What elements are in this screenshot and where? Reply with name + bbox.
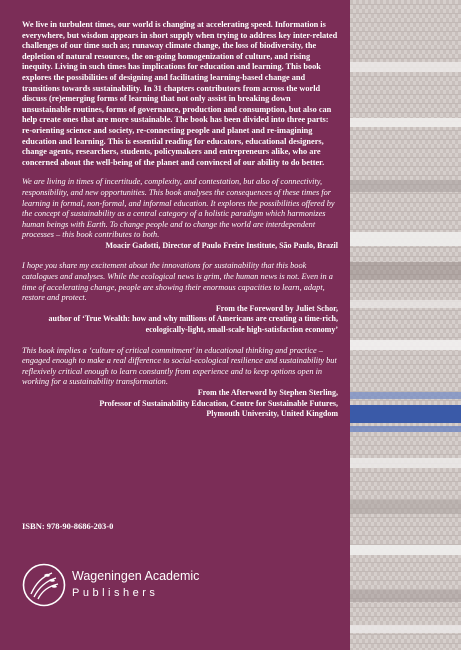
attribution-line: author of ‘True Wealth: how and why millions of Americans are creating a time-rich, ecologically-light, small-scale high-satisfaction economy’ [48,314,338,335]
quote-gadotti: We are living in times of incertitude, complexity, and contestation, but also of connectivity, responsibility, and new opportunities. This book analyses the consequences of these times for learning in formal, non-formal, and informal education. It explores the possibilities offered by the concept of sustainability as a central category of a holistic paradigm which harmonizes human beings with Earth. To change people and to change the world are interdependent processes – this book contributes to both. [22,177,335,240]
isbn: ISBN: 978-90-8686-203-0 [22,521,114,531]
woven-fabric-image [350,0,461,650]
attribution-gadotti [22,241,338,252]
book-blurb: We live in turbulent times, our world is changing at accelerating speed. Information is everywhere, but wisdom appears in short supply when trying to address key inter-related challenges of our time such as; runaway climate change, the loss of biodiversity, the depletion of natural resources, the on-going homogenization of culture, and rising inequity. Living in such times has implications for education and learning. This book explores the possibilities of designing and facilitating learning-based change and transitions towards sustainability. In 31 chapters contributors from across the world discuss (re)emerging forms of learning that not only assist in breaking down unsustainable routines, forms of governance, production and consumption, but also can help create ones that are more sustainable. The book has been divided into three parts: re-orienting science and society, re-connecting people and planet and re-imagining education and learning. This is essential reading for educators, educational designers, change agents, researchers, students, policymakers and entrepreneurs alike, who are concerned about the well-being of the planet and convinced of our ability to do better. [22,20,338,167]
attribution-schor [22,304,338,336]
attribution-line: Plymouth University, United Kingdom [206,409,338,419]
quote-sterling: This book implies a ‘culture of critical commitment’ in educational thinking and practice – engaged enough to make a real difference to social-ecological resilience and sustainability but reflexively critical enough to learn constantly from experience and to keep options open in working for a sustainability transformation. [22,345,337,387]
attribution-sterling [22,388,338,420]
attribution-line: Moacir Gadotti, Director of Paulo Freire Institute, São Paulo, Brazil [105,240,338,250]
wageningen-logo-icon [22,563,66,607]
attribution-line: From the Foreword by Juliet Schor, [215,303,338,313]
attribution-line: Professor of Sustainability Education, Centre for Sustainable Futures, [99,398,338,408]
publisher-name: Wageningen Academic [72,569,200,583]
publisher-sub: Publishers [72,587,159,599]
attribution-line: From the Afterword by Stephen Sterling, [197,388,338,397]
publisher-logo [22,563,272,607]
cover-text [22,20,338,430]
quote-schor: I hope you share my excitement about the innovations for sustainability that this book catalogues and analyses. While the ecological news is grim, the human news is not. Even in a time of accelerating change, people are showing their enormous capacities to learn, adapt, restore and protect. [22,261,333,303]
